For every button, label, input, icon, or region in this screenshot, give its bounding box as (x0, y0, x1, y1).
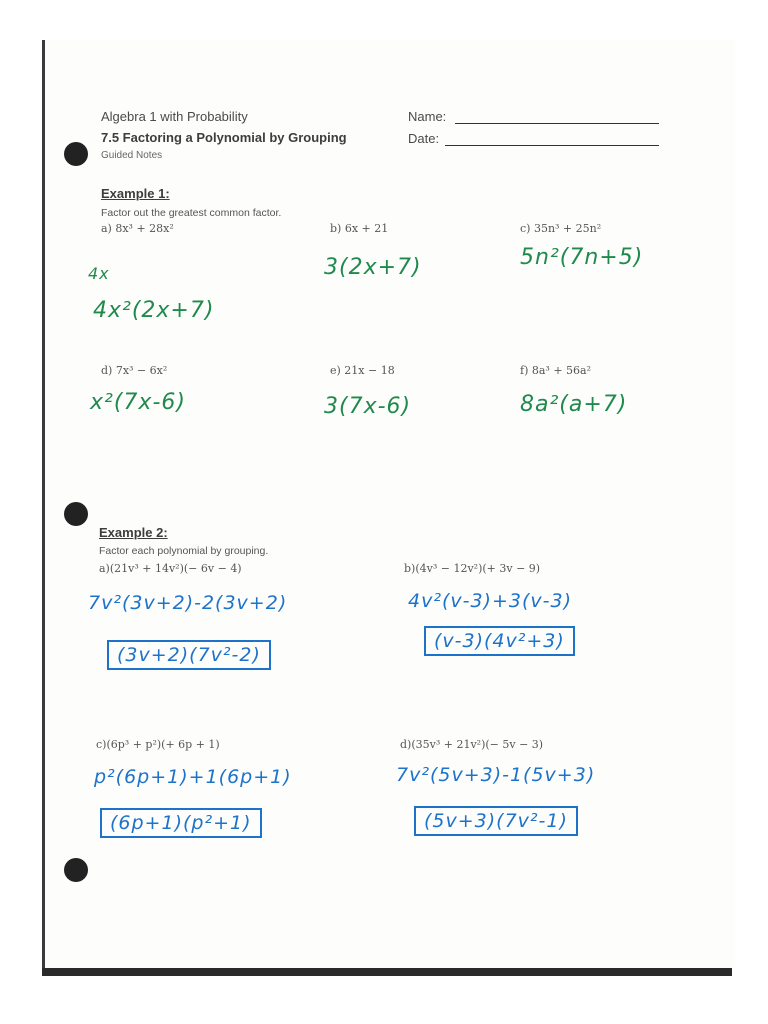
ex2-problem-a: a)(21v³ + 14v²)(− 6v − 4) (99, 562, 242, 575)
name-label: Name: (408, 109, 447, 124)
course-title: Algebra 1 with Probability (101, 109, 248, 124)
binder-hole (64, 858, 88, 882)
ex2-problem-c: c)(6p³ + p²)(+ 6p + 1) (96, 738, 220, 751)
page-bottom-edge (42, 968, 732, 976)
ex1-problem-c: c) 35n³ + 25n² (520, 222, 602, 235)
ex2-d-answer: (5v+3)(7v²-1) (414, 806, 578, 836)
ex1-e-answer: 3(7x-6) (324, 394, 412, 419)
ex1-d-answer: x²(7x-6) (90, 390, 186, 415)
ex1-a-answer: 4x²(2x+7) (93, 298, 215, 323)
ex2-c-answer: (6p+1)(p²+1) (100, 808, 262, 838)
lesson-title: 7.5 Factoring a Polynomial by Grouping (101, 130, 347, 145)
ex1-problem-e: e) 21x − 18 (330, 364, 395, 377)
ex1-f-answer: 8a²(a+7) (520, 392, 628, 417)
example1-title: Example 1: (101, 186, 170, 201)
ex2-b-step: 4v²(v-3)+3(v-3) (408, 590, 572, 612)
ex2-problem-d: d)(35v³ + 21v²)(− 5v − 3) (400, 738, 544, 751)
ex2-a-answer: (3v+2)(7v²-2) (107, 640, 271, 670)
ex2-b-answer: (v-3)(4v²+3) (424, 626, 575, 656)
ex2-a-step: 7v²(3v+2)-2(3v+2) (88, 592, 288, 614)
example1-instruction: Factor out the greatest common factor. (101, 207, 282, 219)
ex2-c-step: p²(6p+1)+1(6p+1) (94, 766, 292, 788)
notes-subtitle: Guided Notes (101, 150, 163, 161)
date-label: Date: (408, 131, 440, 146)
date-line (445, 145, 659, 146)
binder-hole (64, 142, 88, 166)
ex1-a-scratch: 4x (88, 264, 110, 283)
example2-instruction: Factor each polynomial by grouping. (99, 545, 269, 557)
ex1-problem-a: a) 8x³ + 28x² (101, 222, 174, 235)
ex1-problem-d: d) 7x³ − 6x² (101, 364, 168, 377)
ex2-d-step: 7v²(5v+3)-1(5v+3) (396, 764, 596, 786)
ex2-problem-b: b)(4v³ − 12v²)(+ 3v − 9) (404, 562, 541, 575)
example2-title: Example 2: (99, 525, 168, 540)
binder-hole (64, 502, 88, 526)
ex1-c-answer: 5n²(7n+5) (520, 245, 644, 270)
ex1-problem-f: f) 8a³ + 56a² (520, 364, 592, 377)
ex1-problem-b: b) 6x + 21 (330, 222, 389, 235)
ex1-b-answer: 3(2x+7) (324, 255, 422, 280)
name-line (455, 123, 659, 124)
